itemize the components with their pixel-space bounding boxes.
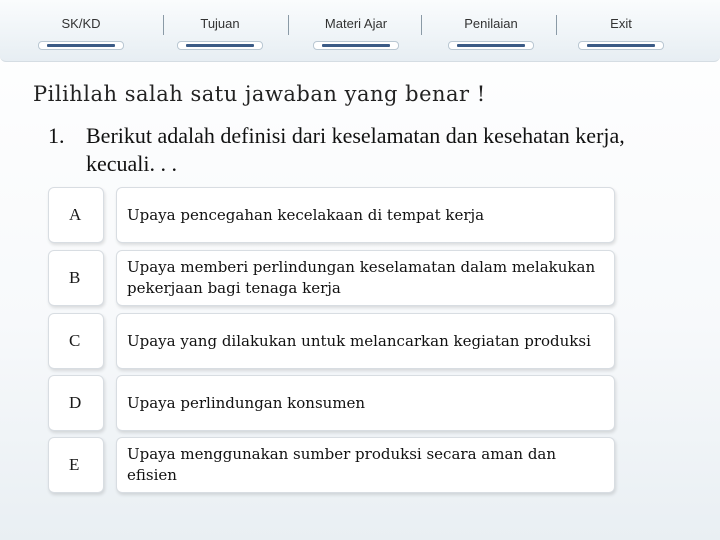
nav-separator bbox=[163, 15, 164, 35]
option-e-letter[interactable]: E bbox=[48, 437, 104, 493]
option-c-letter[interactable]: C bbox=[48, 313, 104, 369]
nav-item-exit[interactable] bbox=[578, 0, 664, 62]
question bbox=[48, 122, 688, 178]
nav-bar-indicator bbox=[38, 41, 124, 50]
option-b-letter[interactable]: B bbox=[48, 250, 104, 306]
option-e-text: Upaya menggunakan sumber produksi secara aman dan efisien bbox=[127, 445, 557, 484]
option-a-text: Upaya pencegahan kecelakaan di tempat kerja bbox=[127, 205, 485, 224]
nav-item-penilaian[interactable] bbox=[448, 0, 534, 62]
nav-bar-indicator bbox=[578, 41, 664, 50]
instruction-heading: Pilihlah salah satu jawaban yang benar ! bbox=[33, 82, 486, 106]
question-number: 1. bbox=[48, 123, 65, 148]
nav-bar-indicator bbox=[448, 41, 534, 50]
option-a-answer[interactable] bbox=[116, 187, 615, 243]
nav-label-sk-kd: SK/KD bbox=[61, 16, 101, 31]
nav-item-materi-ajar[interactable] bbox=[313, 0, 399, 62]
nav-item-sk-kd[interactable] bbox=[38, 0, 124, 62]
nav-label-materi-ajar: Materi Ajar bbox=[324, 16, 388, 31]
nav-bar-indicator bbox=[177, 41, 263, 50]
option-d-text: Upaya perlindungan konsumen bbox=[127, 393, 366, 412]
option-d-answer[interactable] bbox=[116, 375, 615, 431]
option-e-answer[interactable] bbox=[116, 437, 615, 493]
option-c-text: Upaya yang dilakukan untuk melancarkan kegiatan produksi bbox=[127, 331, 591, 350]
option-b-answer[interactable] bbox=[116, 250, 615, 306]
nav-item-tujuan[interactable] bbox=[177, 0, 263, 62]
option-a-letter[interactable]: A bbox=[48, 187, 104, 243]
nav-separator bbox=[556, 15, 557, 35]
nav-separator bbox=[421, 15, 422, 35]
nav-label-penilaian: Penilaian bbox=[464, 16, 518, 31]
top-navigation bbox=[0, 0, 720, 62]
question-text: Berikut adalah definisi dari keselamatan dan kesehatan kerja, kecuali. . . bbox=[86, 123, 625, 176]
nav-label-tujuan: Tujuan bbox=[200, 16, 240, 31]
nav-separator bbox=[288, 15, 289, 35]
option-c-answer[interactable] bbox=[116, 313, 615, 369]
option-d-letter[interactable]: D bbox=[48, 375, 104, 431]
nav-bar-indicator bbox=[313, 41, 399, 50]
nav-label-exit: Exit bbox=[610, 16, 632, 31]
option-b-text: Upaya memberi perlindungan keselamatan dalam melakukan pekerjaan bagi tenaga kerja bbox=[127, 258, 596, 297]
